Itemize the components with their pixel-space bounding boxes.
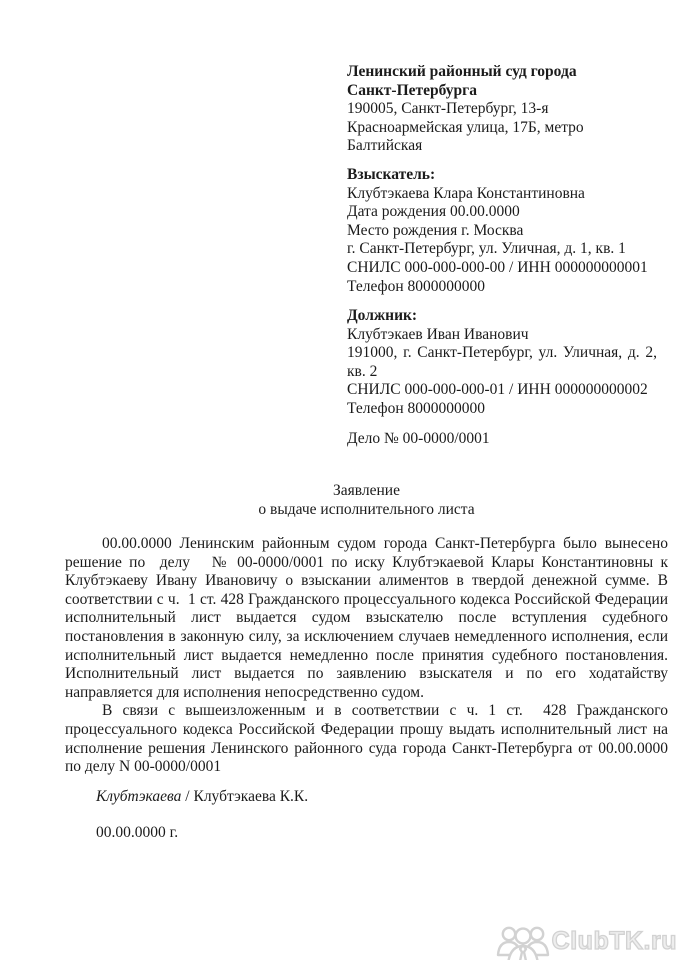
title-line: Заявление [333, 482, 400, 499]
debtor-phone: Телефон 8000000000 [347, 399, 486, 417]
body-text [65, 535, 668, 777]
court-name-line: Ленинский районный суд города [347, 63, 577, 80]
claimant-birthdate: Дата рождения 00.00.0000 [347, 203, 520, 221]
signature-typed-name: / Клубтэкаева К.К. [181, 788, 309, 805]
body-line: Клубтэкаеву Ивану Ивановичу о взыскании алиментов в твердой денежной сумме. В [65, 572, 668, 590]
debtor-block [347, 307, 657, 419]
body-line: В связи с вышеизложенным и в соответствии с ч. 1 ст. 428 Гражданского [102, 702, 668, 720]
debtor-address-line: 191000, г. Санкт-Петербург, ул. Уличная, д. 2, [347, 344, 657, 362]
claimant-snils-inn: СНИЛС 000-000-000-00 / ИНН 000000000001 [347, 258, 648, 276]
court-address-line: Красноармейская улица, 17Б, метро [347, 118, 584, 136]
watermark [496, 922, 677, 960]
title-line: о выдаче исполнительного листа [258, 500, 475, 518]
body-line: исполнительный лист выдается немедленно после принятия судебного постановления. [65, 646, 668, 664]
case-number: Дело № 00-0000/0001 [347, 430, 490, 447]
debtor-label: Должник: [347, 307, 418, 324]
court-address-line: 190005, Санкт-Петербург, 13-я [347, 100, 549, 118]
body-line: решение по делу № 00-0000/0001 по иску Клубтэкаевой Клары Константиновны к [65, 553, 668, 571]
body-line: направляется для исполнения непосредственно судом. [65, 683, 424, 701]
signature-handwritten: Клубтэкаева [96, 788, 182, 805]
court-address-line: Балтийская [347, 137, 423, 155]
debtor-address-line: кв. 2 [347, 362, 378, 380]
body-line: исполнительный лист выдается судом взыскателю после вступления судебного [65, 609, 668, 627]
claimant-phone: Телефон 8000000000 [347, 277, 486, 295]
debtor-name: Клубтэкаев Иван Иванович [347, 325, 529, 343]
body-line: Исполнительный лист выдается по заявлению взыскателя и по его ходатайству [65, 665, 668, 683]
document-title [65, 482, 668, 519]
body-line: постановления в законную силу, за исключением случаев немедленного исполнения, если [65, 627, 668, 645]
claimant-name: Клубтэкаева Клара Константиновна [347, 184, 585, 202]
body-line: процессуального кодекса Российской Федерации прошу выдать исполнительный лист на [65, 720, 668, 738]
date-line: 00.00.0000 г. [96, 824, 179, 841]
body-line: по делу N 00-0000/0001 [65, 758, 222, 776]
watermark-text: ClubTK.ru [551, 926, 677, 955]
court-name-line: Санкт-Петербурга [347, 81, 477, 99]
signature-line [96, 788, 308, 807]
court-address-block [347, 63, 657, 156]
body-line: соответствии с ч. 1 ст. 428 Гражданского процессуального кодекса Российской Федерации [65, 590, 668, 608]
debtor-snils-inn: СНИЛС 000-000-000-01 / ИНН 000000000002 [347, 381, 648, 399]
body-line: исполнение решения Ленинского районного суда города Санкт-Петербурга от 00.00.0000 [65, 739, 668, 757]
claimant-block [347, 166, 657, 296]
claimant-address: г. Санкт-Петербург, ул. Уличная, д. 1, кв. 1 [347, 240, 626, 258]
claimant-label: Взыскатель: [347, 166, 436, 183]
people-icon [496, 922, 550, 960]
body-line: 00.00.0000 Ленинским районным судом города Санкт-Петербурга было вынесено [102, 535, 668, 552]
claimant-birthplace: Место рождения г. Москва [347, 221, 524, 239]
